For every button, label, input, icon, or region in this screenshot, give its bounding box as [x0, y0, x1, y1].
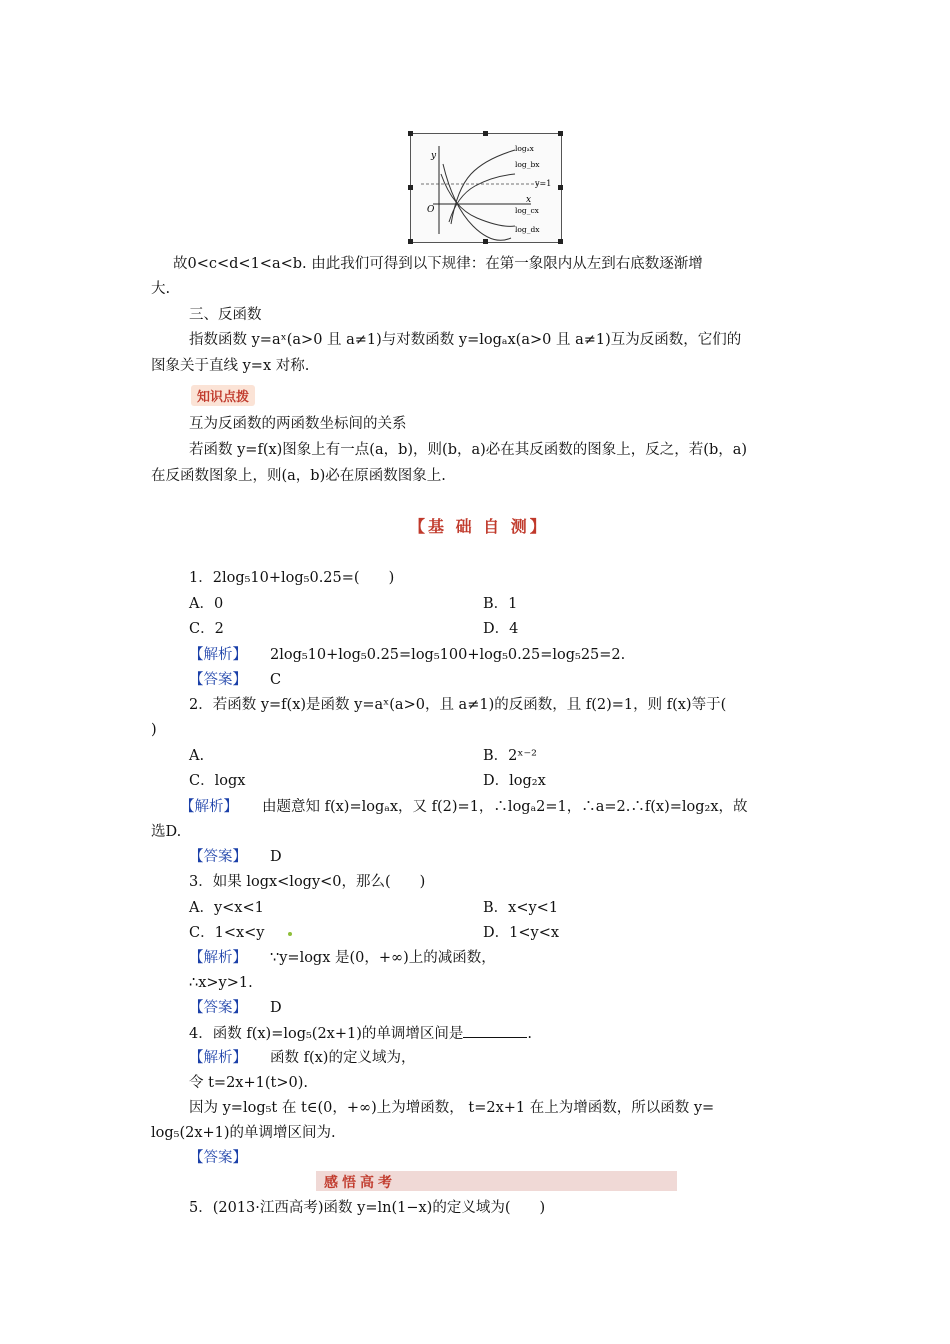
analysis-label: 【解析】: [180, 799, 238, 815]
question-4: [189, 1023, 532, 1044]
curve-label: log_dx: [515, 225, 540, 234]
origin-label: O: [427, 205, 435, 215]
q4-text: 4．函数 f(x)=log₅(2x+1)的单调增区间是: [189, 1026, 464, 1042]
q4-end: .: [527, 1026, 533, 1042]
answer-label: 【答案】: [189, 1000, 247, 1016]
curve-label: logₐx: [515, 144, 534, 153]
answer-label: 【答案】: [189, 1150, 247, 1166]
question-2-end: ): [151, 722, 157, 738]
q2-analysis-end: 选D.: [151, 824, 182, 840]
q3-option-b: B．x<y<1: [483, 900, 559, 916]
q4-analysis-4: log₅(2x+1)的单调增区间为.: [151, 1125, 336, 1141]
q2-option-d: D．log₂x: [483, 773, 546, 789]
curve-label: log_bx: [515, 160, 540, 169]
q4-analysis-3: 因为 y=log₅t 在 t∈(0，+∞)上为增函数， t=2x+1 在上为增函数，所以函数 y=: [189, 1100, 715, 1116]
rule-paragraph-end: 大.: [151, 281, 171, 297]
answer-label: 【答案】: [189, 672, 247, 688]
y-equals-one-label: y=1: [535, 179, 552, 188]
q3-option-c: C．1<x<y: [189, 925, 265, 941]
q2-answer: D: [270, 849, 282, 865]
q1-analysis: 2log₅10+log₅0.25=log₅100+log₅0.25=log₅25=2.: [270, 647, 626, 663]
q1-option-d: D．4: [483, 621, 519, 637]
q2-option-c: C．logx: [189, 773, 246, 789]
answer-label: 【答案】: [189, 849, 247, 865]
q4-blank: [463, 1023, 527, 1038]
q1-option-c: C．2: [189, 621, 224, 637]
question-3: 3．如果 logx<logy<0，那么( ): [189, 874, 426, 890]
x-axis-label: x: [526, 195, 532, 205]
log-graph-svg: [411, 134, 561, 242]
rule-paragraph: 故0<c<d<1<a<b. 由此我们可得到以下规律：在第一象限内从左到右底数逐渐增: [173, 256, 703, 272]
log-curves-figure: [410, 133, 562, 243]
q3-option-d: D．1<y<x: [483, 925, 560, 941]
inverse-function-heading: 三、反函数: [189, 307, 262, 323]
q1-option-a: A．0: [189, 596, 224, 612]
inverse-function-text-2: 图象关于直线 y=x 对称.: [151, 358, 310, 374]
q3-analysis-2: ∴x>y>1.: [189, 975, 253, 991]
tip-title: 互为反函数的两函数坐标间的关系: [189, 416, 407, 432]
q3-answer: D: [270, 1000, 282, 1016]
analysis-label: 【解析】: [189, 1050, 247, 1066]
q4-analysis-2: 令 t=2x+1(t>0).: [189, 1075, 308, 1091]
q3-option-a: A．y<x<1: [189, 900, 264, 916]
curve-label: log_cx: [515, 206, 539, 215]
q1-answer: C: [270, 672, 282, 688]
question-5: 5．(2013·江西高考)函数 y=ln(1−x)的定义域为( ): [189, 1200, 546, 1216]
question-1: 1．2log₅10+log₅0.25=( ): [189, 570, 395, 586]
analysis-label: 【解析】: [189, 647, 247, 663]
tip-text: 若函数 y=f(x)图象上有一点(a，b)，则(b，a)必在其反函数的图象上，反之，若(b，a): [189, 442, 748, 458]
q2-option-b: B．2ˣ⁻²: [483, 748, 537, 764]
marker-dot: [288, 932, 292, 936]
q2-analysis: 由题意知 f(x)=logₐx，又 f(2)=1，∴logₐ2=1，∴a=2.∴f(x)=log₂x，故: [262, 799, 748, 815]
q2-option-a: A.: [189, 748, 205, 764]
q1-option-b: B．1: [483, 596, 518, 612]
q4-analysis: 函数 f(x)的定义域为，: [270, 1050, 416, 1066]
y-axis-label: y: [431, 151, 437, 161]
tip-text-2: 在反函数图象上，则(a，b)必在原函数图象上.: [151, 468, 446, 484]
gaokao-label: 感悟高考: [324, 1175, 396, 1191]
section-title: 【基 础 自 测】: [409, 517, 549, 536]
question-2: 2．若函数 y=f(x)是函数 y=aˣ(a>0，且 a≠1)的反函数，且 f(2)=1，则 f(x)等于(: [189, 697, 727, 713]
analysis-label: 【解析】: [189, 950, 247, 966]
knowledge-tip-tag: 知识点拨: [191, 385, 255, 406]
q3-analysis: ∵y=logx 是(0，+∞)上的减函数，: [270, 950, 496, 966]
inverse-function-text: 指数函数 y=aˣ(a>0 且 a≠1)与对数函数 y=logₐx(a>0 且 a≠1)互为反函数，它们的: [189, 332, 742, 348]
